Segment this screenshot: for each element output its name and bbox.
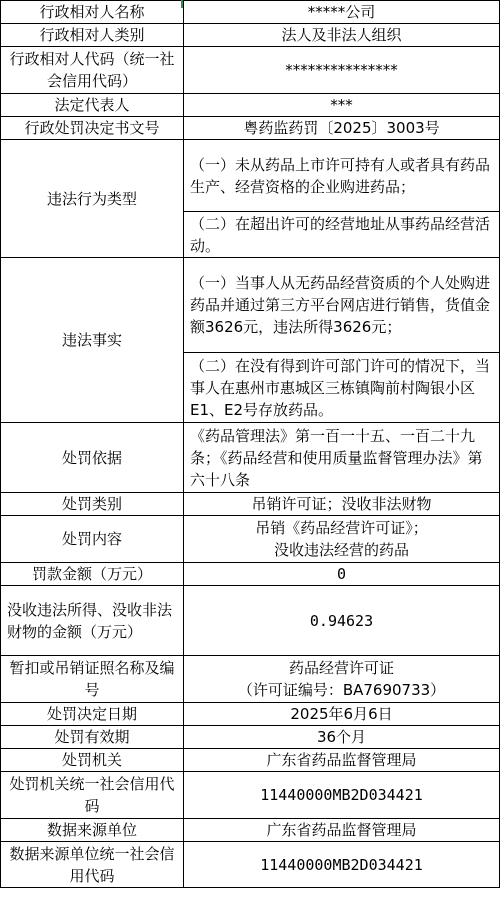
source-code-value: 11440000MB2D034421 <box>184 842 500 888</box>
penalty-content-line: 吊销《药品经营许可证》； <box>255 519 428 537</box>
table-row <box>1 656 500 703</box>
table-row <box>1 749 500 772</box>
row-label: 处罚机关统一社会信用代码 <box>1 772 184 819</box>
violation-type-item: （一）未从药品上市许可持有人或者具有药品生产、经营资格的企业购进药品； <box>184 140 500 212</box>
basis-value: 《药品管理法》第一百一十五、一百二十九条；《药品经营和使用质量监督管理办法》第六十八条 <box>184 423 500 493</box>
table-row <box>1 1 500 24</box>
row-label: 数据来源单位 <box>1 819 184 842</box>
row-label: 暂扣或吊销证照名称及编号 <box>1 656 184 703</box>
table-row <box>1 47 500 94</box>
table-row <box>1 117 500 140</box>
table-row <box>1 258 500 353</box>
row-label: 违法行为类型 <box>1 140 184 258</box>
row-label: 数据来源单位统一社会信用代码 <box>1 842 184 888</box>
fine-value: 0 <box>184 563 500 586</box>
source-unit-value: 广东省药品监督管理局 <box>184 819 500 842</box>
cell-marker <box>181 0 183 8</box>
table-row <box>1 493 500 516</box>
row-label: 违法事实 <box>1 258 184 423</box>
authority-value: 广东省药品监督管理局 <box>184 749 500 772</box>
row-label: 行政相对人名称 <box>1 1 184 24</box>
row-label: 处罚机关 <box>1 749 184 772</box>
table-row <box>1 516 500 563</box>
table-row <box>1 586 500 656</box>
table-row <box>1 842 500 888</box>
row-label: 处罚依据 <box>1 423 184 493</box>
table-row <box>1 703 500 726</box>
row-label: 处罚有效期 <box>1 726 184 749</box>
row-label: 行政处罚决定书文号 <box>1 117 184 140</box>
violation-type-item: （二）在超出许可的经营地址从事药品经营活动。 <box>184 212 500 258</box>
confiscated-value: 0.94623 <box>184 586 500 656</box>
table-row <box>1 94 500 117</box>
validity-value: 36个月 <box>184 726 500 749</box>
table-row <box>1 772 500 819</box>
facts-item: （一）当事人从无药品经营资质的个人处购进药品并通过第三方平台网店进行销售，货值金额3626元，违法所得3626元； <box>184 258 500 353</box>
license-number: （许可证编号：BA7690733） <box>237 681 446 699</box>
row-label: 处罚内容 <box>1 516 184 563</box>
row-label: 处罚类别 <box>1 493 184 516</box>
table-row <box>1 726 500 749</box>
table-row <box>1 140 500 212</box>
party-name-value: *****公司 <box>184 1 500 24</box>
penalty-content-line: 没收违法经营的药品 <box>273 541 409 559</box>
row-label: 行政相对人类别 <box>1 24 184 47</box>
party-type-value: 法人及非法人组织 <box>184 24 500 47</box>
facts-item: （二）在没有得到许可部门许可的情况下，当事人在惠州市惠城区三栋镇陶前村陶银小区 E1、E2号存放药品。 <box>184 353 500 423</box>
legal-rep-value: *** <box>184 94 500 117</box>
table-row <box>1 24 500 47</box>
row-label: 没收违法所得、没收非法财物的金额（万元） <box>1 586 184 656</box>
penalty-content-value <box>184 516 500 563</box>
row-label: 罚款金额（万元） <box>1 563 184 586</box>
penalty-type-value: 吊销许可证；没收非法财物 <box>184 493 500 516</box>
table-row <box>1 819 500 842</box>
decision-no-value: 粤药监药罚〔2025〕3003号 <box>184 117 500 140</box>
row-label: 行政相对人代码（统一社会信用代码） <box>1 47 184 94</box>
table-row <box>1 423 500 493</box>
row-label: 法定代表人 <box>1 94 184 117</box>
party-code-value: *************** <box>184 47 500 94</box>
decision-date-value: 2025年6月6日 <box>184 703 500 726</box>
license-value <box>184 656 500 703</box>
row-label: 处罚决定日期 <box>1 703 184 726</box>
table-row <box>1 563 500 586</box>
license-name: 药品经营许可证 <box>288 659 394 677</box>
authority-code-value: 11440000MB2D034421 <box>184 772 500 819</box>
